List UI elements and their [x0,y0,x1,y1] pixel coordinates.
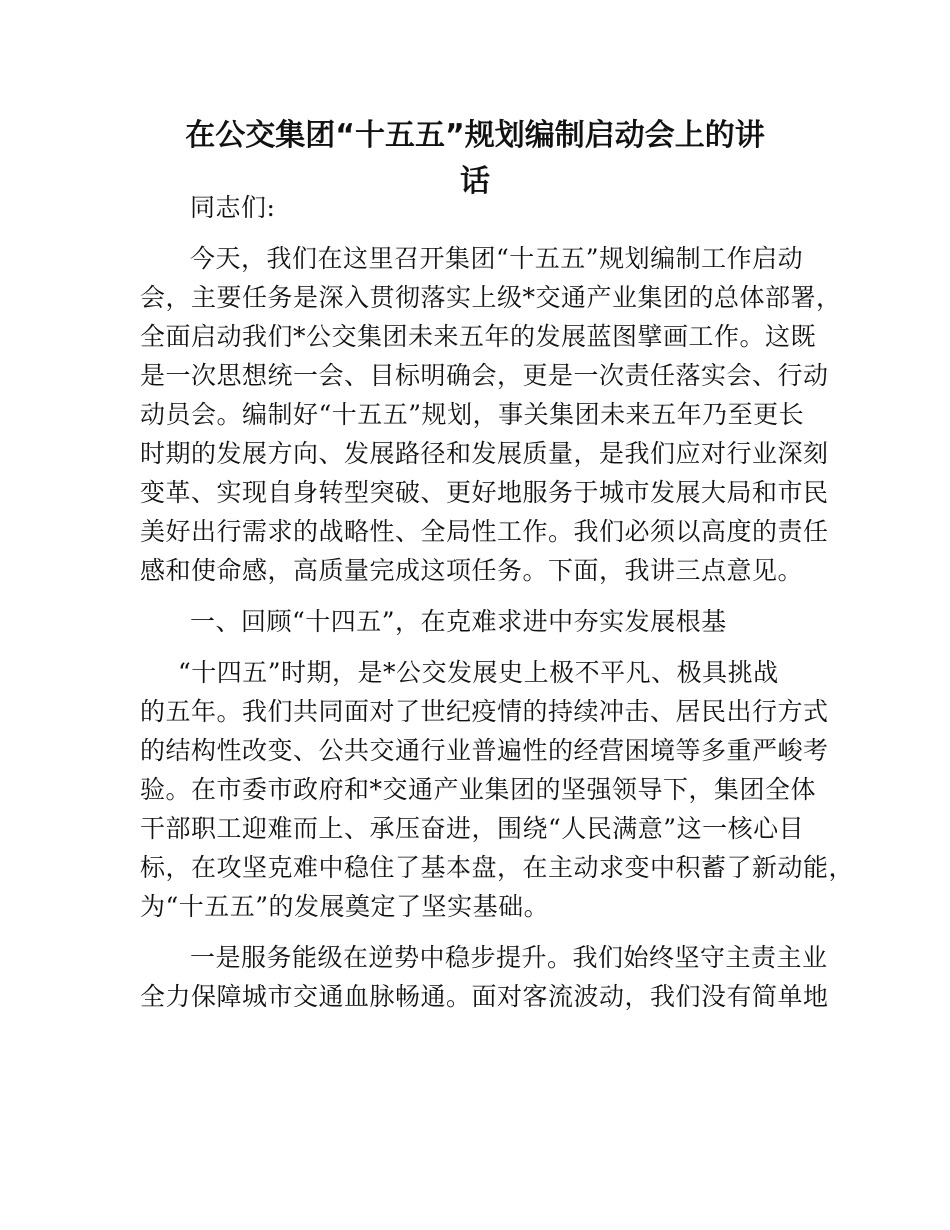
text-line: 今天，我们在这里召开集团“十五五”规划编制工作启动 [190,244,804,273]
section-heading [140,602,812,641]
section-heading-text: 一、回顾“十四五”，在克难求进中夯实发展根基 [190,607,727,636]
text-line: 全面启动我们*公交集团未来五年的发展蓝图擘画工作。这既 [140,322,817,351]
text-line: 变革、实现自身转型突破、更好地服务于城市发展大局和市民 [140,478,829,507]
salutation [140,188,812,227]
salutation-text: 同志们: [190,193,276,222]
text-line: 的结构性改变、公共交通行业普遍性的经营困境等多重严峻考 [140,736,829,765]
title-line: 话 [460,164,490,199]
text-line: 为“十五五”的发展奠定了坚实基础。 [140,892,550,921]
text-line: 标，在攻坚克难中稳住了基本盘，在主动求变中积蓄了新动能， [140,853,855,882]
text-line: 会，主要任务是深入贯彻落实上级*交通产业集团的总体部署， [140,283,842,312]
paragraph-review [140,653,855,926]
paragraph-intro [140,239,842,590]
title-line: 在公交集团“十五五”规划编制启动会上的讲 [185,118,765,153]
text-line: 全力保障城市交通血脉畅通。面对客流波动，我们没有简单地 [140,982,829,1011]
document-body [140,188,855,1016]
text-line: 美好出行需求的战略性、全局性工作。我们必须以高度的责任 [140,517,829,546]
paragraph-service [140,938,829,1016]
text-line: 感和使命感，高质量完成这项任务。下面，我讲三点意见。 [140,556,804,585]
text-line: “十四五”时期，是*公交发展史上极不平凡、极具挑战 [178,658,779,687]
text-line: 一是服务能级在逆势中稳步提升。我们始终坚守主责主业 [190,943,828,972]
text-line: 动员会。编制好“十五五”规划，事关集团未来五年乃至更长 [140,400,805,429]
text-line: 是一次思想统一会、目标明确会，更是一次责任落实会、行动 [140,361,829,390]
text-line: 验。在市委市政府和*交通产业集团的坚强领导下，集团全体 [140,775,817,804]
text-line: 的五年。我们共同面对了世纪疫情的持续冲击、居民出行方式 [140,697,829,726]
text-line: 时期的发展方向、发展路径和发展质量，是我们应对行业深刻 [140,439,829,468]
text-line: 干部职工迎难而上、承压奋进，围绕“人民满意”这一核心目 [140,814,805,843]
